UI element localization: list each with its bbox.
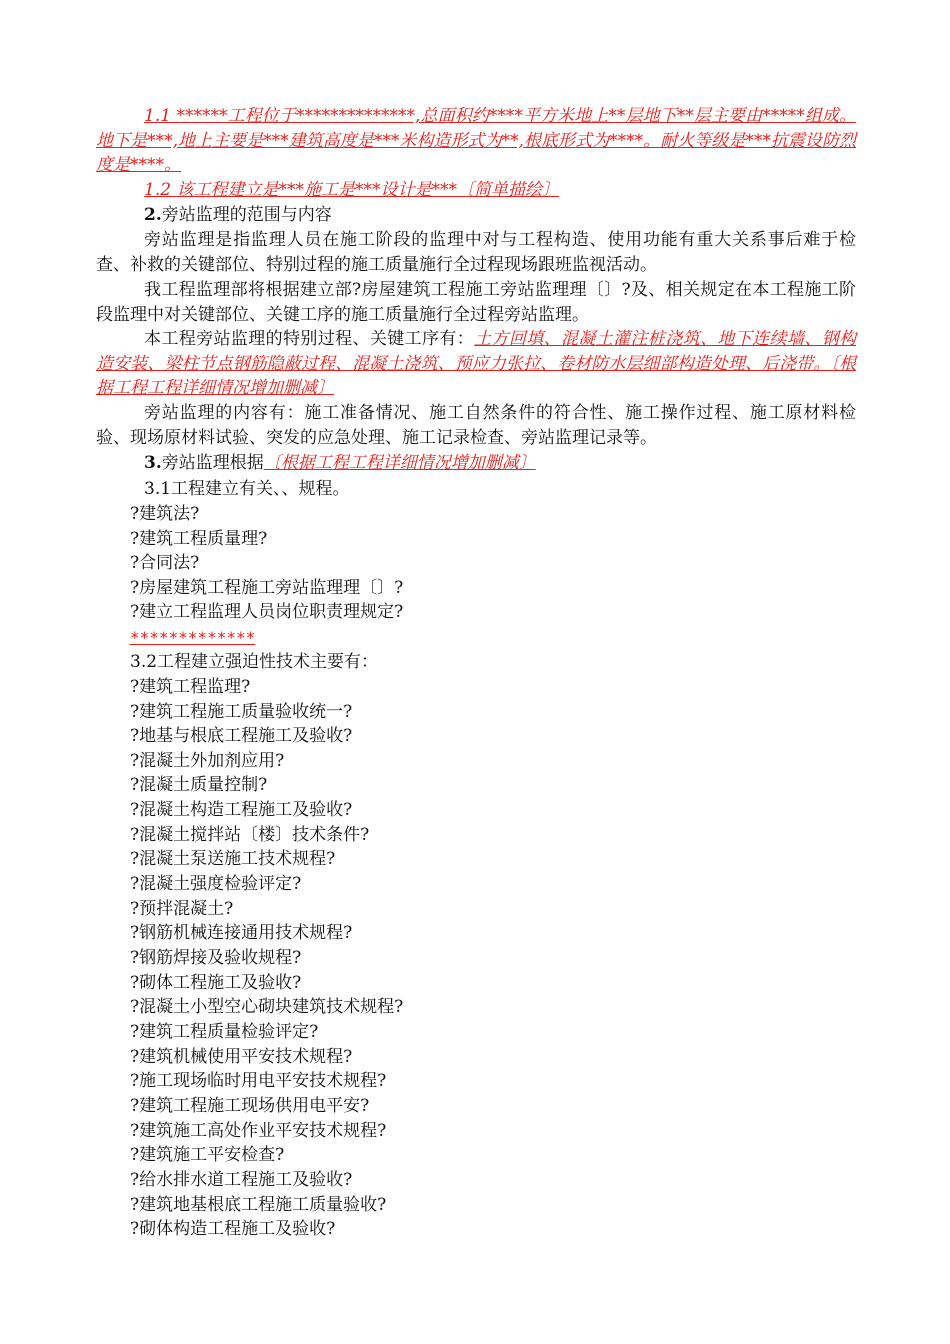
standard-list-item: ?施工现场临时用电平安技术规程? bbox=[130, 1071, 387, 1091]
placeholder-stars: ************* bbox=[130, 628, 256, 647]
standard-list-item: ?建筑工程施工现场供用电平安? bbox=[130, 1096, 370, 1116]
section-2-paragraph-3 bbox=[96, 327, 856, 401]
regulation-list-item: ?合同法? bbox=[130, 553, 200, 573]
standard-list-item: ?混凝土泵送施工技术规程? bbox=[130, 849, 336, 869]
regulation-list-item: ?建筑法? bbox=[130, 504, 200, 524]
section-3-heading bbox=[144, 451, 536, 476]
standard-list-item: ?建筑地基根底工程施工质量验收? bbox=[130, 1195, 387, 1215]
standard-list-item: ?混凝土搅拌站〔楼〕技术条件? bbox=[130, 825, 370, 845]
key-process-list: 土方回填、混凝土灌注桩浇筑、地下连续墙、钢构造安装、梁柱节点钢筋隐蔽过程、混凝土浇筑、预应力张拉、卷材防水层细部构造处理、后浇带。〔根据工程工程详细情况增加删减〕 bbox=[96, 329, 856, 398]
section-2-paragraph-1: 旁站监理是指监理人员在施工阶段的监理中对与工程构造、使用功能有重大关系事后难于检查、补救的关键部位、特别过程的施工质量施行全过程现场跟班监视活动。 bbox=[96, 230, 856, 275]
standard-list-item: ?钢筋焊接及验收规程? bbox=[130, 948, 302, 968]
standard-list-item: ?给水排水道工程施工及验收? bbox=[130, 1170, 353, 1190]
standard-list-item: ?地基与根底工程施工及验收? bbox=[130, 726, 353, 746]
standard-list-item: ?混凝土质量控制? bbox=[130, 775, 268, 795]
section-2-paragraph-4: 旁站监理的内容有：施工准备情况、施工自然条件的符合性、施工操作过程、施工原材料检验、现场原材料试验、突发的应急处理、施工记录检查、旁站监理记录等。 bbox=[96, 403, 856, 448]
intro-paragraph-1: 1.1 ******工程位于**************,总面积约****平方米地上**层地下**层主要由*****组成。地下是***,地上主要是***建筑高度是***米构造形式为**,根底形式为****。耐火等级是***抗震设防烈度是****。 bbox=[96, 106, 856, 175]
standard-list-item: ?混凝土强度检验评定? bbox=[130, 874, 302, 894]
standard-list-item: ?砌体构造工程施工及验收? bbox=[130, 1219, 336, 1239]
section-2-heading bbox=[144, 203, 332, 228]
standard-list-item: ?混凝土构造工程施工及验收? bbox=[130, 800, 353, 820]
section-3-number: 3. bbox=[144, 453, 162, 473]
regulation-list-item: ?建筑工程质量理? bbox=[130, 529, 268, 549]
section-3-note: 〔根据工程工程详细情况增加删减〕 bbox=[263, 453, 536, 473]
standard-list-item: ?砌体工程施工及验收? bbox=[130, 973, 302, 993]
standard-list-item: ?混凝土小型空心砌块建筑技术规程? bbox=[130, 997, 404, 1017]
subsection-3-1: 3.1工程建立有关、、规程。 bbox=[144, 479, 350, 499]
regulation-list-item: ?房屋建筑工程施工旁站监理理〔〕? bbox=[130, 578, 404, 598]
standard-list-item: ?建筑施工平安检查? bbox=[130, 1145, 285, 1165]
standard-list-item: ?钢筋机械连接通用技术规程? bbox=[130, 923, 353, 943]
key-process-lead: 本工程旁站监理的特别过程、关键工序有： bbox=[144, 329, 475, 349]
subsection-3-2: 3.2工程建立强迫性技术主要有： bbox=[130, 652, 379, 672]
section-2-title: 旁站监理的范围与内容 bbox=[161, 205, 332, 225]
standard-list-item: ?建筑工程施工质量验收统一? bbox=[130, 702, 353, 722]
section-3-title: 旁站监理根据 bbox=[161, 453, 264, 473]
intro-paragraph-2: 1.2 该工程建立是***施工是***设计是***〔简单描绘〕 bbox=[144, 180, 559, 200]
standard-list-item: ?建筑施工高处作业平安技术规程? bbox=[130, 1121, 387, 1141]
section-2-number: 2. bbox=[144, 205, 162, 225]
standard-list-item: ?建筑机械使用平安技术规程? bbox=[130, 1047, 353, 1067]
section-2-paragraph-2: 我工程监理部将根据建立部?房屋建筑工程施工旁站监理理〔〕?及、相关规定在本工程施工阶段监理中对关键部位、关键工序的施工质量施行全过程旁站监理。 bbox=[96, 280, 856, 325]
standard-list-item: ?建筑工程质量检验评定? bbox=[130, 1022, 319, 1042]
regulation-list-item: ?建立工程监理人员岗位职责理规定? bbox=[130, 602, 404, 622]
standard-list-item: ?混凝土外加剂应用? bbox=[130, 751, 285, 771]
standard-list-item: ?建筑工程监理? bbox=[130, 677, 251, 697]
standard-list-item: ?预拌混凝土? bbox=[130, 899, 234, 919]
